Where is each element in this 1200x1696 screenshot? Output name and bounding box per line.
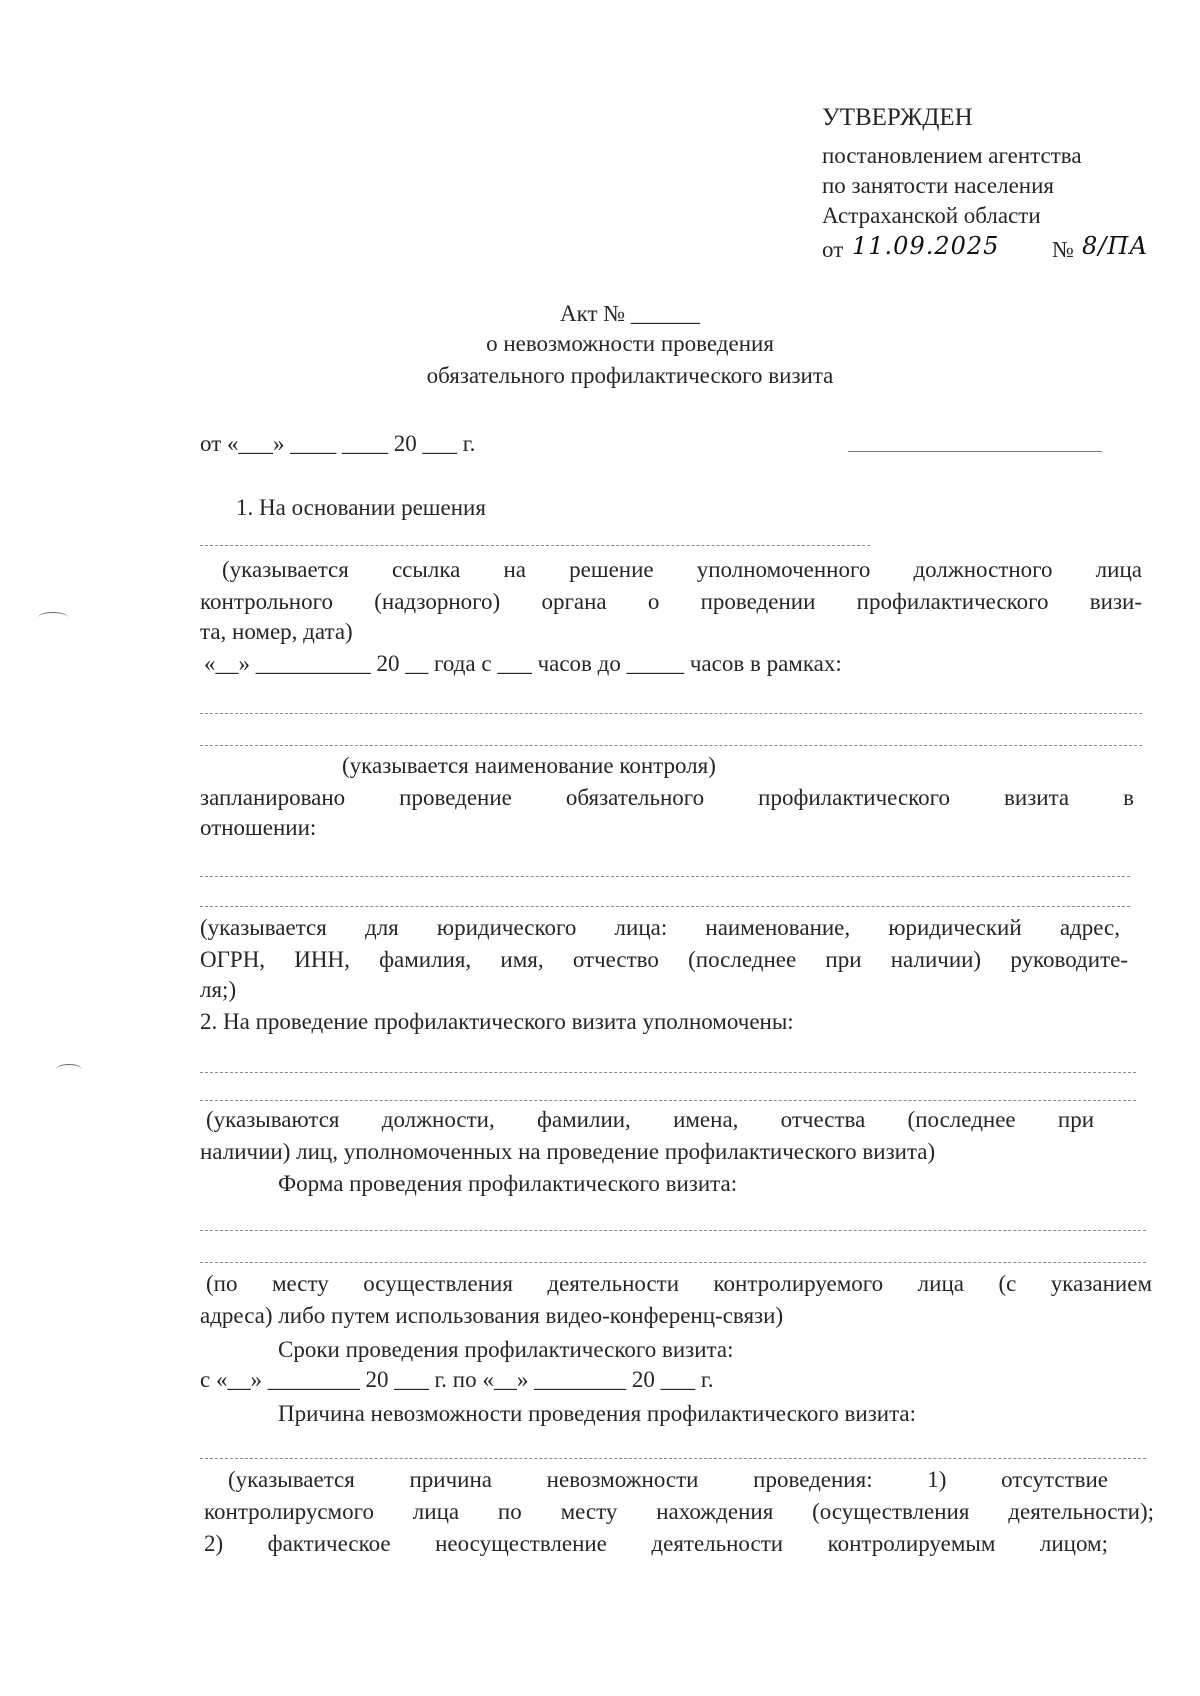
decision-note-2: контрольного (надзорного) органа о проведении профилактического визи- — [200, 589, 1142, 614]
approval-line-2: по занятости населения — [822, 173, 1054, 198]
reason-note-2: контролирусмого лица по месту нахождения (осуществления деятельности); — [204, 1499, 1154, 1524]
act-date-line: от «___» ____ ____ 20 ___ г. — [200, 431, 476, 456]
control-note: (указывается наименование контроля) — [342, 753, 716, 778]
persons-note-2: наличии) лиц, уполномоченных на проведение профилактического визита) — [200, 1139, 936, 1164]
terms-line: с «__» ________ 20 ___ г. по «__» ________ 20 ___ г. — [200, 1367, 714, 1392]
section-2-intro: 2. На проведение профилактического визита уполномочены: — [200, 1009, 794, 1034]
persons-blank-1 — [200, 1072, 1136, 1073]
form-blank-2 — [200, 1262, 1146, 1263]
planned-line-2: отношении: — [200, 815, 317, 840]
approval-heading: УТВЕРЖДЕН — [822, 104, 973, 131]
approval-number-prefix: № — [1052, 237, 1074, 262]
reason-note-3: 2) фактическое неосуществление деятельности контролируемым лицом; — [204, 1531, 1108, 1556]
form-blank-1 — [200, 1230, 1146, 1231]
handwritten-number: 8/ПА — [1082, 232, 1149, 260]
entity-note-3: ля;) — [200, 977, 237, 1002]
form-label: Форма проведения профилактического визита: — [278, 1171, 738, 1196]
entity-note-2: ОГРН, ИНН, фамилия, имя, отчество (последнее при наличии) руководите- — [200, 947, 1128, 972]
form-note-1: (по месту осуществления деятельности контролируемого лица (с указанием — [206, 1271, 1152, 1296]
handwritten-date: 11.09.2025 — [852, 232, 1000, 260]
control-blank-2 — [200, 745, 1142, 746]
approval-line-3: Астраханской области — [822, 203, 1041, 228]
decision-note-1: (указывается ссылка на решение уполномоченного должностного лица — [222, 557, 1142, 582]
form-note-2: адреса) либо путем использования видео-конференц-связи) — [200, 1303, 784, 1328]
act-title: Акт № ______ — [560, 301, 700, 326]
place-blank — [848, 451, 1102, 452]
entity-blank-2 — [200, 906, 1130, 907]
reason-label: Причина невозможности проведения профилактического визита: — [278, 1401, 917, 1426]
reason-blank — [200, 1458, 1146, 1459]
act-subtitle-2: обязательного профилактического визита — [426, 363, 834, 388]
persons-note-1: (указываются должности, фамилии, имена, отчества (последнее при — [206, 1107, 1094, 1132]
visit-time-line: «__» __________ 20 __ года с ___ часов до _____ часов в рамках: — [204, 651, 842, 676]
decision-blank — [200, 545, 870, 546]
persons-blank-2 — [200, 1100, 1136, 1101]
control-blank-1 — [200, 713, 1142, 714]
planned-line-1: запланировано проведение обязательного профилактического визита в — [200, 785, 1134, 810]
decision-note-3: та, номер, дата) — [200, 619, 353, 644]
scan-mark — [56, 1064, 82, 1075]
act-subtitle-1: о невозможности проведения — [486, 331, 774, 356]
entity-blank-1 — [200, 876, 1130, 877]
reason-note-1: (указывается причина невозможности проведения: 1) отсутствие — [228, 1467, 1108, 1492]
approval-date-prefix: от — [822, 237, 844, 262]
scan-mark — [38, 612, 68, 623]
section-1-intro: 1. На основании решения — [236, 495, 486, 520]
entity-note-1: (указывается для юридического лица: наименование, юридический адрес, — [200, 915, 1120, 940]
terms-label: Сроки проведения профилактического визита: — [278, 1337, 734, 1362]
approval-line-1: постановлением агентства — [822, 143, 1082, 168]
